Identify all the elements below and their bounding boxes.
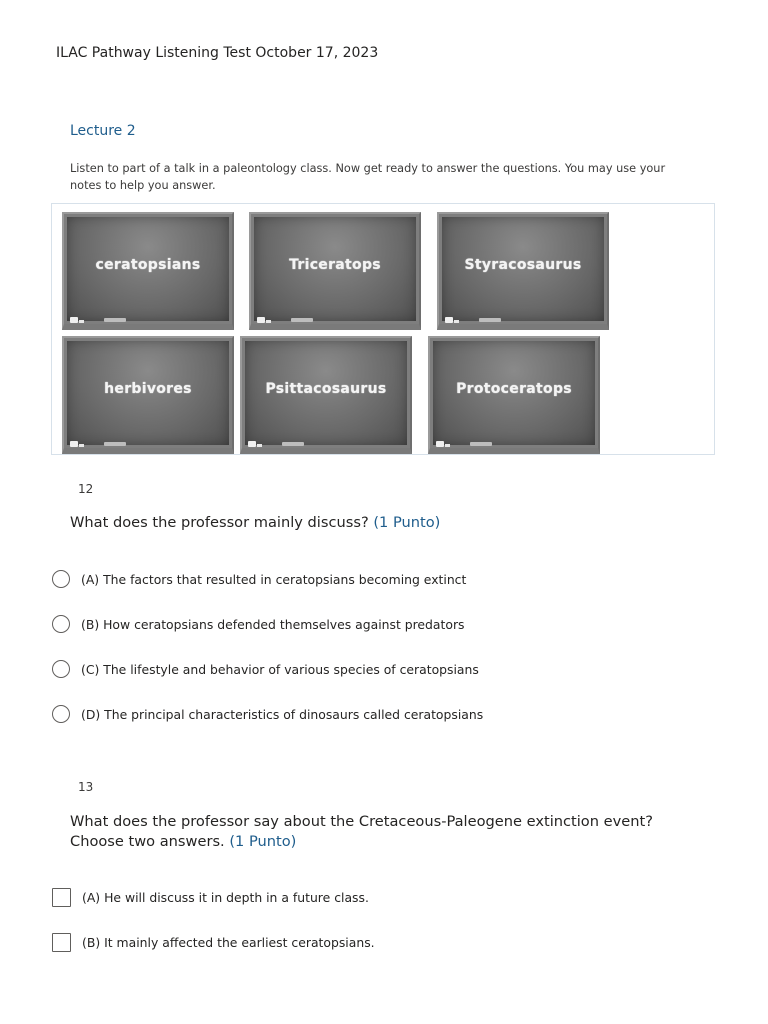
chalkboard-ceratopsians — [62, 212, 234, 330]
chalk-tray-icon — [68, 316, 126, 324]
chalk-tray-icon — [255, 316, 313, 324]
board-word: Psittacosaurus — [265, 381, 387, 397]
question-prompt: What does the professor say about the Cretaceous-Paleogene extinction event? Choose two answers. — [70, 813, 653, 850]
option-label: (C) The lifestyle and behavior of various species of ceratopsians — [81, 661, 479, 677]
question-points: (1 Punto) — [373, 514, 441, 531]
answer-option-b[interactable] — [52, 931, 375, 953]
board-word: Styracosaurus — [464, 257, 582, 273]
answer-option-b[interactable] — [52, 613, 465, 635]
chalk-tray-icon — [434, 440, 492, 448]
chalkboard-protoceratops — [428, 336, 600, 454]
chalkboard-styracosaurus — [437, 212, 609, 330]
board-word: ceratopsians — [95, 257, 201, 273]
section-title: Lecture 2 — [70, 123, 136, 139]
option-label: (A) He will discuss it in depth in a future class. — [82, 889, 369, 905]
answer-option-a[interactable] — [52, 886, 369, 908]
radio-button[interactable] — [52, 660, 70, 678]
question-text — [70, 513, 690, 533]
answer-option-d[interactable] — [52, 703, 483, 725]
option-label: (A) The factors that resulted in ceratopsians becoming extinct — [81, 571, 467, 587]
chalk-tray-icon — [443, 316, 501, 324]
option-label: (B) How ceratopsians defended themselves against predators — [81, 616, 465, 632]
question-number: 13 — [78, 780, 94, 794]
question-prompt: What does the professor mainly discuss? — [70, 514, 369, 531]
board-word: Triceratops — [289, 257, 381, 273]
question-points: (1 Punto) — [229, 833, 297, 850]
option-label: (B) It mainly affected the earliest ceratopsians. — [82, 934, 375, 950]
chalkboard-psittacosaurus — [240, 336, 412, 454]
chalk-tray-icon — [68, 440, 126, 448]
radio-button[interactable] — [52, 705, 70, 723]
chalkboard-image — [51, 203, 715, 455]
board-word: Protoceratops — [456, 381, 572, 397]
board-word: herbivores — [104, 381, 192, 397]
chalkboard-herbivores — [62, 336, 234, 454]
checkbox[interactable] — [52, 888, 71, 907]
radio-button[interactable] — [52, 570, 70, 588]
checkbox[interactable] — [52, 933, 71, 952]
chalk-tray-icon — [246, 440, 304, 448]
section-description: Listen to part of a talk in a paleontology class. Now get ready to answer the questions. You may use your notes to help you answer. — [70, 162, 666, 192]
page-title: ILAC Pathway Listening Test October 17, 2023 — [56, 45, 379, 61]
answer-option-c[interactable] — [52, 658, 479, 680]
question-number: 12 — [78, 482, 94, 496]
option-label: (D) The principal characteristics of dinosaurs called ceratopsians — [81, 706, 484, 722]
chalkboard-triceratops — [249, 212, 421, 330]
question-text — [70, 812, 690, 852]
answer-option-a[interactable] — [52, 568, 466, 590]
radio-button[interactable] — [52, 615, 70, 633]
